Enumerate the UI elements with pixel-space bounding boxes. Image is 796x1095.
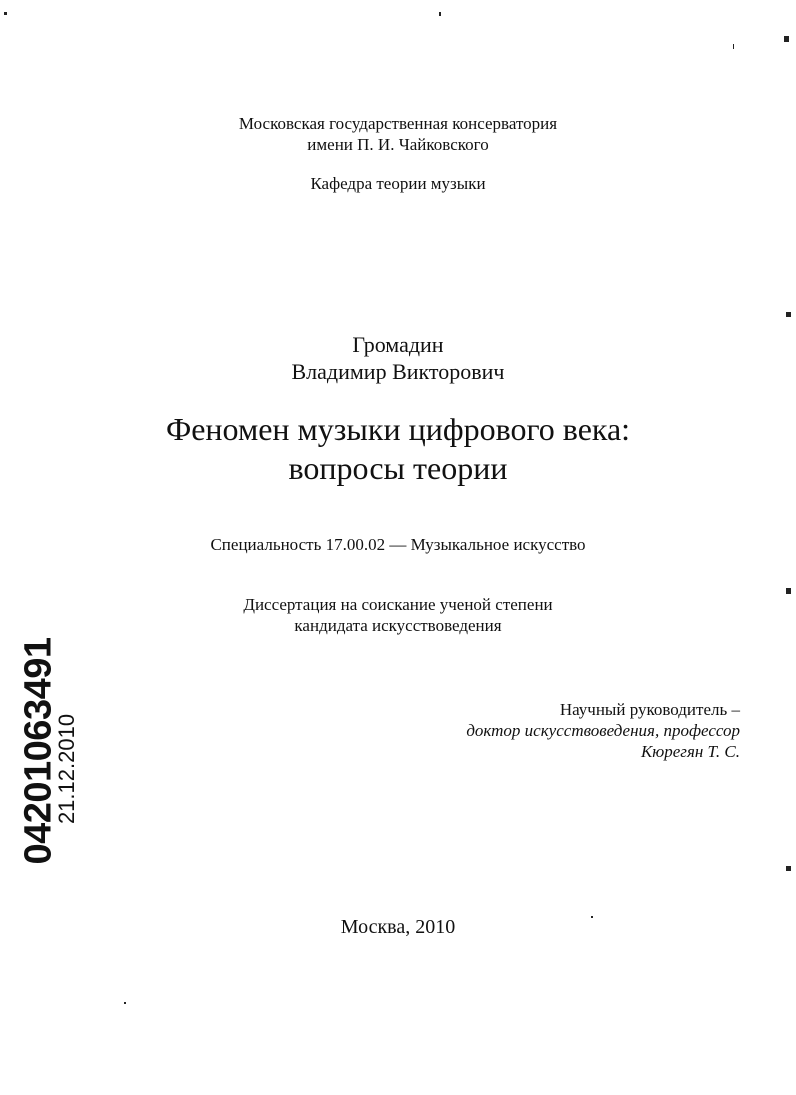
scan-speck bbox=[784, 36, 789, 42]
author-surname: Громадин bbox=[352, 332, 444, 357]
supervisor-label: Научный руководитель – bbox=[559, 700, 740, 719]
degree-line-1: Диссертация на соискание ученой степени bbox=[243, 595, 553, 614]
title-line-1: Феномен музыки цифрового века: bbox=[165, 411, 631, 447]
title-line-2: вопросы теории bbox=[288, 450, 508, 486]
library-stamp-number: 04201063491 bbox=[17, 637, 60, 865]
scan-speck bbox=[124, 1002, 126, 1004]
department-name bbox=[0, 173, 796, 194]
department-line: Кафедра теории музыки bbox=[310, 174, 486, 193]
specialty-line bbox=[0, 534, 796, 555]
scan-speck bbox=[786, 312, 791, 317]
institution-name bbox=[0, 113, 796, 155]
scan-speck bbox=[591, 916, 593, 918]
scan-speck bbox=[733, 44, 734, 49]
degree-line-2: кандидата искусствоведения bbox=[294, 616, 502, 635]
dissertation-title bbox=[0, 410, 796, 488]
institution-line-2: имени П. И. Чайковского bbox=[307, 135, 489, 154]
degree-statement bbox=[0, 594, 796, 636]
library-stamp-date: 21.12.2010 bbox=[54, 713, 79, 825]
specialty-text: Специальность 17.00.02 — Музыкальное искусство bbox=[210, 535, 586, 554]
scan-speck bbox=[4, 12, 7, 15]
scan-speck bbox=[786, 588, 791, 594]
institution-line-1: Московская государственная консерватория bbox=[238, 114, 558, 133]
city-year-text: Москва, 2010 bbox=[340, 916, 456, 938]
city-year bbox=[0, 915, 796, 939]
supervisor-block bbox=[340, 699, 740, 762]
scan-speck bbox=[439, 12, 441, 16]
scan-speck bbox=[786, 866, 791, 871]
author-name bbox=[0, 331, 796, 385]
supervisor-name: Кюрегян Т. С. bbox=[640, 742, 740, 761]
supervisor-credentials: доктор искусствоведения, профессор bbox=[466, 721, 740, 740]
author-given-names: Владимир Викторович bbox=[291, 359, 505, 384]
